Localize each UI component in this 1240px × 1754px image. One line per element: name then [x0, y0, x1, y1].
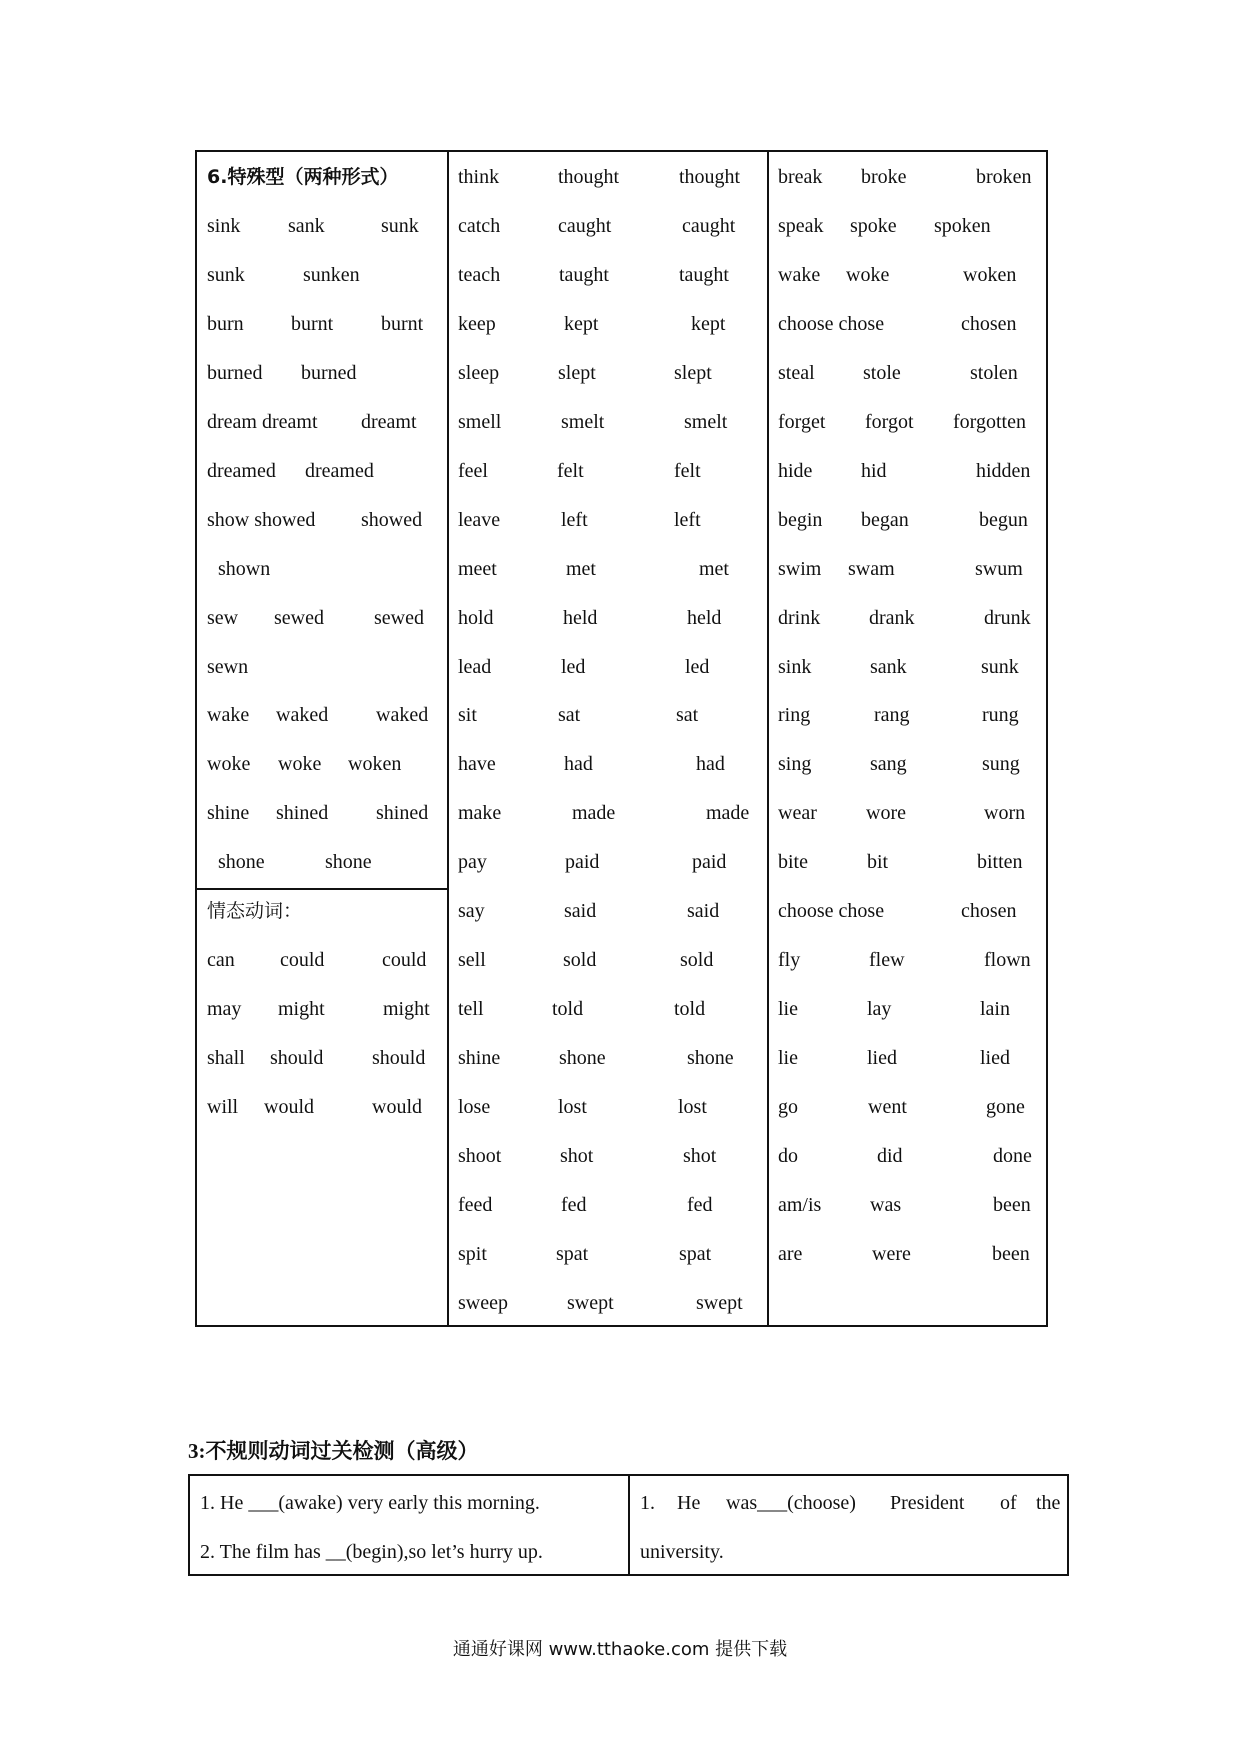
verb-form: held	[563, 606, 598, 629]
quiz-word: was___(choose)	[726, 1492, 856, 1514]
verb-form: bite	[778, 851, 808, 874]
verb-form: begin	[778, 508, 823, 531]
verb-form: wear	[778, 802, 817, 825]
verb-form: choose chose	[778, 312, 885, 335]
verb-form: swam	[848, 557, 895, 580]
verb-form: sunk	[207, 263, 245, 286]
verb-form: thought	[558, 166, 620, 188]
verb-form: shot	[683, 1145, 717, 1167]
verb-form: spoke	[850, 214, 897, 237]
verb-form: showed	[361, 508, 423, 531]
verb-form: said	[687, 900, 720, 923]
verb-form: catch	[458, 214, 501, 237]
verb-row	[778, 1141, 1098, 1171]
verb-form: steal	[778, 361, 815, 384]
verb-form: feed	[458, 1193, 493, 1216]
verb-form: shall	[207, 1047, 245, 1070]
verb-form: burnt	[291, 312, 334, 335]
verb-form: rung	[982, 704, 1019, 727]
verb-form: chosen	[961, 312, 1017, 335]
verb-form: sit	[458, 704, 477, 727]
verb-form: kept	[691, 312, 726, 335]
verb-form: lay	[867, 998, 892, 1021]
verb-row	[458, 700, 778, 730]
verb-form: burned	[301, 361, 357, 384]
verb-form: were	[872, 1242, 911, 1265]
verb-form: drank	[869, 606, 915, 629]
verb-form: teach	[458, 263, 501, 286]
verb-form: caught	[682, 214, 736, 237]
verb-form: taught	[559, 263, 609, 286]
row-divider	[197, 888, 447, 890]
quiz-word: President	[890, 1492, 965, 1514]
verb-form: ring	[778, 704, 811, 727]
verb-form: drink	[778, 606, 821, 629]
verb-form: shone	[325, 851, 372, 874]
verb-form: spit	[458, 1242, 487, 1265]
verb-form: sunk	[981, 655, 1019, 678]
verb-form: been	[992, 1242, 1030, 1265]
verb-form: keep	[458, 312, 496, 335]
verb-form: stole	[863, 361, 901, 384]
verb-form: say	[458, 900, 485, 923]
verb-form: choose chose	[778, 900, 885, 923]
verb-row	[778, 554, 1098, 584]
verb-row	[458, 847, 778, 877]
verb-form: sewed	[274, 606, 324, 629]
verb-form: go	[778, 1096, 798, 1119]
verb-form: sang	[870, 753, 907, 776]
verb-form: shine	[207, 802, 250, 825]
verb-form: have	[458, 753, 496, 776]
verb-form: sink	[207, 214, 241, 237]
verb-form: swum	[975, 557, 1023, 580]
verb-form: slept	[558, 361, 596, 384]
verb-row	[778, 896, 1098, 926]
column-divider	[628, 1476, 630, 1574]
verb-row	[458, 309, 778, 339]
verb-row	[778, 749, 1098, 779]
verb-row	[458, 1141, 778, 1171]
modal-verbs-heading: 情态动词：	[207, 900, 303, 923]
verb-form: lost	[558, 1096, 587, 1119]
verb-form: leave	[458, 508, 501, 531]
verb-form: will	[207, 1096, 239, 1119]
verb-form: felt	[674, 459, 701, 482]
footer-text: 通通好课网 www.tthaoke.com 提供下载	[452, 1639, 788, 1660]
quiz-question: 2. The film has __(begin),so let’s hurry up.	[200, 1541, 543, 1563]
verb-form: sing	[778, 753, 812, 776]
verb-form: been	[993, 1193, 1031, 1216]
verb-form: had	[564, 753, 593, 776]
verb-row	[458, 456, 778, 486]
verb-form: forgotten	[953, 410, 1026, 433]
verb-form: done	[993, 1145, 1032, 1167]
verb-form: told	[552, 998, 584, 1021]
verb-form: woke	[207, 753, 251, 776]
verb-form: held	[687, 606, 722, 629]
verb-form: began	[861, 508, 909, 531]
verb-form: went	[868, 1096, 907, 1119]
verb-form: broke	[861, 166, 907, 188]
verb-form: sold	[563, 949, 597, 972]
verb-form: might	[278, 998, 325, 1021]
verb-form: would	[372, 1096, 422, 1119]
verb-form: waked	[376, 704, 429, 727]
verb-form: pay	[458, 851, 487, 874]
verb-form: burned	[207, 361, 263, 384]
quiz-word: He	[677, 1492, 701, 1514]
verb-form: sat	[676, 704, 699, 727]
verb-form: worn	[984, 802, 1026, 825]
verb-form: speak	[778, 214, 824, 237]
verb-row	[778, 309, 1098, 339]
verb-form: left	[674, 508, 701, 531]
verb-form: begun	[979, 508, 1028, 531]
verb-row	[778, 1190, 1098, 1220]
verb-form: spoken	[934, 214, 991, 237]
verb-form: shone	[218, 851, 265, 874]
verb-form: left	[561, 508, 588, 531]
verb-form: woke	[846, 263, 890, 286]
verb-row	[778, 603, 1098, 633]
verb-form: sweep	[458, 1291, 508, 1314]
verb-form: make	[458, 802, 502, 825]
verb-form: kept	[564, 312, 599, 335]
verb-form: told	[674, 998, 706, 1021]
verb-row	[458, 749, 778, 779]
verb-form: lain	[980, 998, 1010, 1021]
verb-form: woke	[278, 753, 322, 776]
verb-form: waked	[276, 704, 329, 727]
verb-form: was	[870, 1193, 902, 1216]
verb-form: break	[778, 166, 823, 188]
verb-form: bit	[867, 851, 889, 874]
verb-form: are	[778, 1242, 803, 1265]
verb-row	[778, 162, 1098, 192]
verb-form: sell	[458, 949, 486, 972]
verb-form: flown	[984, 949, 1031, 972]
verb-form: dream dreamt	[207, 410, 318, 433]
verb-form: would	[264, 1096, 314, 1119]
verb-form: should	[372, 1047, 426, 1070]
verb-form: could	[382, 949, 427, 972]
verb-form: shoot	[458, 1145, 502, 1167]
quiz-question: 1. He ___(awake) very early this morning.	[200, 1492, 540, 1514]
verb-form: led	[561, 655, 586, 678]
verb-row	[458, 1092, 778, 1122]
verb-row	[778, 994, 1098, 1024]
verb-form: made	[572, 802, 616, 825]
verb-row	[778, 505, 1098, 535]
verb-row	[458, 652, 778, 682]
verb-form: did	[877, 1145, 903, 1167]
verb-row	[778, 407, 1098, 437]
verb-form: am/is	[778, 1193, 822, 1216]
verb-row	[778, 652, 1098, 682]
verb-form: shone	[687, 1047, 734, 1070]
verb-form: paid	[692, 851, 727, 874]
verb-row	[778, 798, 1098, 828]
verb-row	[458, 260, 778, 290]
verb-row	[778, 211, 1098, 241]
verb-form: wake	[778, 263, 821, 286]
verb-row	[458, 798, 778, 828]
verb-form: shined	[276, 802, 329, 825]
verb-form: should	[270, 1047, 324, 1070]
verb-form: stolen	[970, 361, 1018, 384]
verb-row	[778, 1239, 1098, 1269]
verb-row	[778, 847, 1098, 877]
verb-form: tell	[458, 998, 484, 1021]
verb-form: dreamt	[361, 410, 417, 433]
verb-row	[458, 505, 778, 535]
verb-row	[458, 1239, 778, 1269]
verb-form: show showed	[207, 508, 316, 531]
verb-form: sink	[778, 655, 812, 678]
quiz-table	[188, 1474, 1069, 1576]
verb-form: woken	[963, 263, 1017, 286]
verb-row	[458, 358, 778, 388]
verb-form: smell	[458, 410, 502, 433]
verb-form: hide	[778, 459, 813, 482]
verb-form: think	[458, 166, 500, 188]
verb-form: had	[696, 753, 725, 776]
verb-form: lost	[678, 1096, 707, 1119]
verb-form: forget	[778, 410, 826, 433]
verb-form: met	[699, 557, 729, 580]
verb-form: smelt	[684, 410, 728, 433]
verb-form: broken	[976, 166, 1032, 188]
verb-form: shot	[560, 1145, 594, 1167]
verb-form: swept	[696, 1291, 743, 1314]
verb-form: hold	[458, 606, 494, 629]
verb-row	[458, 1288, 778, 1318]
verb-form: swept	[567, 1291, 614, 1314]
quiz-word: 1.	[640, 1492, 655, 1514]
verb-row	[458, 211, 778, 241]
verb-form: said	[564, 900, 597, 923]
verb-form: dreamed	[305, 459, 374, 482]
verb-form: shown	[218, 557, 271, 580]
verb-row	[778, 1043, 1098, 1073]
verb-row	[458, 407, 778, 437]
verb-row	[458, 162, 778, 192]
verb-form: hidden	[976, 459, 1031, 482]
verb-form: could	[280, 949, 325, 972]
verb-form: do	[778, 1145, 798, 1167]
quiz-word: of	[1000, 1492, 1017, 1514]
verb-form: forgot	[865, 410, 914, 433]
verb-row	[458, 896, 778, 926]
verb-form: burnt	[381, 312, 424, 335]
verb-form: sank	[288, 214, 325, 237]
verb-row	[778, 1092, 1098, 1122]
verb-form: chosen	[961, 900, 1017, 923]
verb-form: sew	[207, 606, 239, 629]
verb-form: burn	[207, 312, 244, 335]
verb-row	[458, 1190, 778, 1220]
verb-form: felt	[557, 459, 584, 482]
special-type-heading: 6.特殊型（两种形式）	[207, 166, 399, 188]
verb-row	[778, 945, 1098, 975]
verb-form: rang	[874, 704, 910, 727]
verb-form: sank	[870, 655, 907, 678]
verb-form: may	[207, 998, 242, 1021]
verb-form: lead	[458, 655, 492, 678]
verb-form: lied	[980, 1047, 1010, 1070]
verb-form: flew	[869, 949, 905, 972]
verb-form: shone	[559, 1047, 606, 1070]
verb-form: fly	[778, 949, 801, 972]
verb-form: met	[566, 557, 596, 580]
verb-row	[778, 260, 1098, 290]
verb-form: sold	[680, 949, 714, 972]
verb-row	[458, 994, 778, 1024]
verb-row	[458, 1043, 778, 1073]
verb-form: sat	[558, 704, 581, 727]
verb-form: sewn	[207, 655, 249, 678]
verb-form: slept	[674, 361, 712, 384]
verb-form: spat	[556, 1242, 589, 1265]
verb-form: thought	[679, 166, 741, 188]
verb-form: shined	[376, 802, 429, 825]
verb-form: swim	[778, 557, 822, 580]
verb-form: lied	[867, 1047, 897, 1070]
verb-form: feel	[458, 459, 488, 482]
verb-form: dreamed	[207, 459, 276, 482]
section3-title: 3:不规则动词过关检测（高级）	[188, 1439, 479, 1463]
verb-row	[458, 945, 778, 975]
verb-form: bitten	[977, 851, 1023, 874]
verb-form: sunk	[381, 214, 419, 237]
verb-form: drunk	[984, 606, 1031, 629]
verb-form: led	[685, 655, 710, 678]
verb-form: meet	[458, 557, 497, 580]
verb-form: paid	[565, 851, 600, 874]
verb-form: made	[706, 802, 750, 825]
verb-form: wake	[207, 704, 250, 727]
verb-form: sung	[982, 753, 1020, 776]
verb-form: fed	[687, 1193, 713, 1216]
verb-form: might	[383, 998, 430, 1021]
quiz-question-continuation: university.	[640, 1541, 724, 1563]
verb-row	[778, 358, 1098, 388]
verb-form: shine	[458, 1047, 501, 1070]
verb-row	[458, 554, 778, 584]
verb-form: lie	[778, 998, 798, 1021]
verb-form: sleep	[458, 361, 500, 384]
verb-row	[778, 456, 1098, 486]
verb-form: gone	[986, 1096, 1025, 1119]
verb-row	[458, 603, 778, 633]
verb-form: sewed	[374, 606, 424, 629]
verb-form: hid	[861, 459, 887, 482]
verb-form: sunken	[303, 263, 360, 286]
verb-form: spat	[679, 1242, 712, 1265]
verb-form: wore	[866, 802, 906, 825]
verb-form: smelt	[561, 410, 605, 433]
verb-form: woken	[348, 753, 402, 776]
verb-form: can	[207, 949, 235, 972]
verb-form: lie	[778, 1047, 798, 1070]
verb-form: fed	[561, 1193, 587, 1216]
quiz-word: the	[1036, 1492, 1061, 1514]
verb-form: taught	[679, 263, 729, 286]
verb-row	[778, 700, 1098, 730]
verb-form: lose	[458, 1096, 491, 1119]
verb-form: caught	[558, 214, 612, 237]
